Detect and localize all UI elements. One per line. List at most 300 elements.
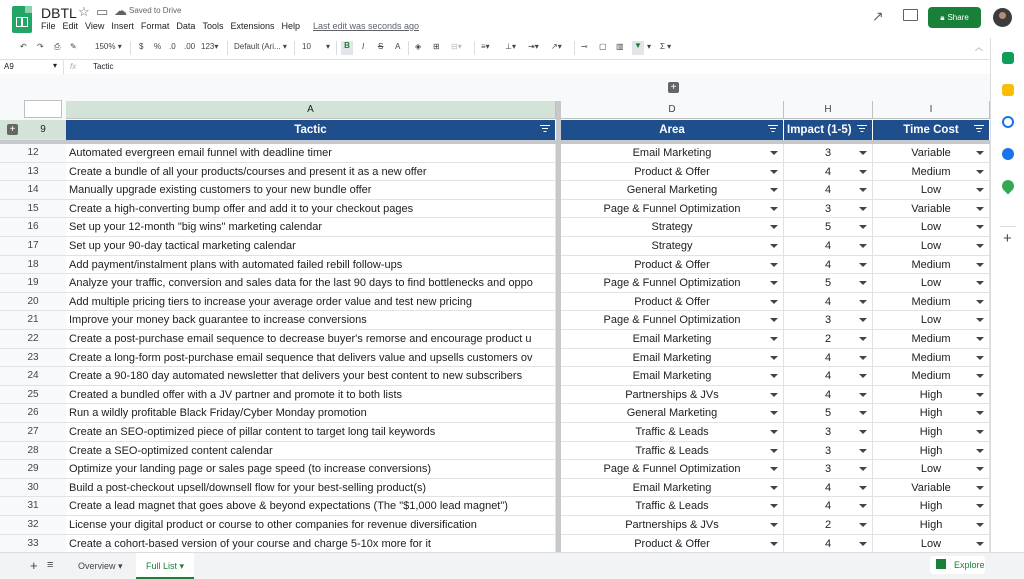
tactic-cell[interactable] [66, 386, 556, 405]
dropdown-arrow-icon[interactable] [859, 188, 867, 192]
tactic-cell[interactable] [66, 218, 556, 237]
row-number[interactable]: 30 [0, 479, 66, 498]
row-number-9[interactable]: + 9 [0, 120, 66, 140]
time-cost-cell[interactable] [873, 535, 990, 554]
calendar-icon[interactable] [1002, 52, 1014, 64]
document-title[interactable]: DBTL [41, 5, 77, 21]
paint-format-icon[interactable]: ✎ [70, 42, 77, 51]
area-cell[interactable] [561, 218, 784, 237]
row-number[interactable]: 19 [0, 274, 66, 293]
dropdown-arrow-icon[interactable] [976, 467, 984, 471]
table-row [66, 516, 990, 535]
strikethrough-button[interactable]: S [378, 42, 384, 51]
filter-icon[interactable] [540, 124, 550, 134]
increase-decimal-button[interactable]: .00 [184, 42, 196, 51]
time-cost-cell[interactable] [873, 423, 990, 442]
tactic-cell[interactable] [66, 516, 556, 535]
header-tactic[interactable]: Tactic [66, 120, 556, 140]
font-size-select[interactable]: 10 [302, 42, 311, 51]
impact-cell[interactable] [784, 442, 873, 461]
dropdown-arrow-icon[interactable] [976, 393, 984, 397]
time-cost-cell-text: Medium [911, 165, 951, 178]
time-cost-cell[interactable] [873, 256, 990, 275]
row-number[interactable]: 16 [0, 218, 66, 237]
bold-button[interactable]: B [341, 41, 353, 55]
tactic-cell[interactable] [66, 274, 556, 293]
impact-cell[interactable] [784, 535, 873, 554]
time-cost-cell[interactable] [873, 218, 990, 237]
tactic-cell[interactable] [66, 497, 556, 516]
impact-cell-text: 3 [824, 463, 832, 476]
expand-rows-icon[interactable]: + [7, 124, 18, 135]
impact-cell[interactable] [784, 404, 873, 423]
select-all-corner[interactable] [24, 100, 62, 118]
dropdown-arrow-icon[interactable] [770, 542, 778, 546]
dropdown-arrow-icon[interactable] [770, 337, 778, 341]
dropdown-arrow-icon[interactable] [976, 449, 984, 453]
area-cell[interactable] [561, 163, 784, 182]
impact-cell[interactable] [784, 237, 873, 256]
dropdown-arrow-icon[interactable] [770, 300, 778, 304]
dropdown-arrow-icon[interactable] [859, 300, 867, 304]
tactic-cell-text: Optimize your landing page or sales page speed (to increase conversions) [69, 463, 431, 476]
row-number[interactable]: 15 [0, 200, 66, 219]
area-cell-text: Strategy [651, 240, 693, 252]
dropdown-arrow-icon[interactable] [976, 281, 984, 285]
row-number[interactable]: 32 [0, 516, 66, 535]
tactic-cell[interactable] [66, 535, 556, 554]
font-size-dropdown-icon[interactable]: ▾ [326, 42, 331, 51]
dropdown-arrow-icon[interactable] [859, 393, 867, 397]
impact-cell-text: 5 [824, 277, 832, 290]
time-cost-cell[interactable] [873, 516, 990, 535]
impact-cell[interactable] [784, 460, 873, 479]
activity-trend-icon[interactable]: ↗ [872, 8, 884, 24]
filter-views-dropdown-icon[interactable]: ▾ [647, 42, 652, 51]
redo-icon[interactable]: ↷ [37, 42, 44, 51]
explore-button[interactable]: Explore [930, 556, 985, 574]
row-number[interactable]: 28 [0, 442, 66, 461]
tactic-cell[interactable] [66, 237, 556, 256]
dropdown-arrow-icon[interactable] [976, 523, 984, 527]
dropdown-arrow-icon[interactable] [770, 449, 778, 453]
title-bar [0, 0, 1000, 38]
time-cost-cell[interactable] [873, 200, 990, 219]
impact-cell[interactable] [784, 330, 873, 349]
area-cell[interactable] [561, 367, 784, 386]
impact-cell[interactable] [784, 218, 873, 237]
tactic-cell[interactable] [66, 256, 556, 275]
row-number[interactable]: 20 [0, 293, 66, 312]
dropdown-arrow-icon[interactable] [859, 430, 867, 434]
dropdown-arrow-icon[interactable] [859, 486, 867, 490]
tactic-cell[interactable] [66, 200, 556, 219]
vertical-align-icon[interactable]: ⊥▾ [505, 42, 516, 51]
tactic-cell[interactable] [66, 163, 556, 182]
dropdown-arrow-icon[interactable] [976, 337, 984, 341]
comments-icon[interactable] [903, 9, 918, 21]
column-header-d[interactable]: D [561, 101, 784, 119]
time-cost-cell-text: Low [920, 184, 942, 197]
tactic-cell[interactable] [66, 144, 556, 163]
toolbar [0, 38, 990, 59]
dropdown-arrow-icon[interactable] [976, 244, 984, 248]
dropdown-arrow-icon[interactable] [976, 430, 984, 434]
impact-cell[interactable] [784, 274, 873, 293]
dropdown-arrow-icon[interactable] [976, 263, 984, 267]
filter-icon[interactable] [974, 124, 984, 134]
dropdown-arrow-icon[interactable] [859, 504, 867, 508]
impact-cell[interactable] [784, 497, 873, 516]
time-cost-cell[interactable] [873, 497, 990, 516]
tasks-icon[interactable] [1002, 116, 1014, 128]
tactic-cell[interactable] [66, 181, 556, 200]
impact-cell[interactable] [784, 311, 873, 330]
table-row [66, 535, 990, 554]
menu-help[interactable]: Help [281, 21, 300, 31]
insert-comment-icon[interactable]: ▢ [599, 42, 607, 51]
star-icon[interactable]: ☆ [78, 4, 90, 19]
dropdown-arrow-icon[interactable] [770, 504, 778, 508]
dropdown-arrow-icon[interactable] [976, 542, 984, 546]
time-cost-cell[interactable] [873, 330, 990, 349]
dropdown-arrow-icon[interactable] [770, 281, 778, 285]
dropdown-arrow-icon[interactable] [976, 486, 984, 490]
time-cost-cell-text: Medium [911, 258, 951, 271]
time-cost-cell[interactable] [873, 293, 990, 312]
impact-cell-text: 3 [824, 426, 832, 438]
area-cell[interactable] [561, 516, 784, 535]
row-number[interactable]: 33 [0, 535, 66, 554]
impact-cell[interactable] [784, 386, 873, 405]
header-time-cost[interactable]: Time Cost [873, 120, 990, 140]
name-box[interactable]: A9 [4, 62, 14, 71]
row-number[interactable]: 31 [0, 497, 66, 516]
table-row [66, 144, 990, 163]
row-number[interactable]: 22 [0, 330, 66, 349]
impact-cell[interactable] [784, 367, 873, 386]
time-cost-cell[interactable] [873, 349, 990, 368]
row-number[interactable]: 26 [0, 404, 66, 423]
row-number[interactable]: 27 [0, 423, 66, 442]
table-row [66, 163, 990, 182]
filter-icon[interactable] [768, 124, 778, 134]
undo-icon[interactable]: ↶ [20, 42, 27, 51]
impact-cell-text: 4 [824, 165, 832, 178]
menu-edit[interactable]: Edit [62, 21, 79, 31]
dropdown-arrow-icon[interactable] [770, 467, 778, 471]
name-box-dropdown-icon[interactable]: ▾ [53, 61, 58, 70]
row-number[interactable]: 18 [0, 256, 66, 275]
dropdown-arrow-icon[interactable] [770, 207, 778, 211]
impact-cell-text: 4 [824, 351, 832, 364]
row-number[interactable]: 25 [0, 386, 66, 405]
dropdown-arrow-icon[interactable] [859, 318, 867, 322]
impact-cell-text: 4 [824, 370, 832, 383]
tactic-cell-text: Improve your money back guarantee to increase conversions [69, 314, 367, 327]
area-cell[interactable] [561, 442, 784, 461]
impact-cell[interactable] [784, 144, 873, 163]
dropdown-arrow-icon[interactable] [770, 151, 778, 155]
impact-cell[interactable] [784, 181, 873, 200]
time-cost-cell[interactable] [873, 311, 990, 330]
frozen-column-divider[interactable] [556, 101, 561, 552]
impact-cell[interactable] [784, 293, 873, 312]
collapse-menu-icon[interactable]: ︿ [975, 43, 983, 52]
tactic-cell[interactable] [66, 367, 556, 386]
area-cell[interactable] [561, 479, 784, 498]
dropdown-arrow-icon[interactable] [859, 523, 867, 527]
tactic-cell-text: Create a high-converting bump offer and add it to your checkout pages [69, 202, 414, 215]
time-cost-cell[interactable] [873, 181, 990, 200]
lock-icon: 🔒︎ [940, 12, 945, 22]
impact-cell[interactable] [784, 479, 873, 498]
dropdown-arrow-icon[interactable] [976, 300, 984, 304]
text-color-button[interactable]: A [395, 42, 401, 51]
impact-cell-text: 4 [824, 258, 832, 271]
area-cell[interactable] [561, 181, 784, 200]
avatar[interactable] [993, 8, 1012, 27]
time-cost-cell-text: Medium [911, 370, 951, 383]
dropdown-arrow-icon[interactable] [770, 170, 778, 174]
time-cost-cell[interactable] [873, 442, 990, 461]
more-formats-button[interactable]: 123▾ [201, 42, 219, 51]
last-edit-link[interactable]: Last edit was seconds ago [313, 21, 420, 31]
horizontal-align-icon[interactable]: ≡▾ [481, 42, 490, 51]
row-number[interactable]: 24 [0, 367, 66, 386]
insert-link-icon[interactable]: ⊸ [581, 42, 588, 51]
tactic-cell[interactable] [66, 293, 556, 312]
impact-cell[interactable] [784, 423, 873, 442]
dropdown-arrow-icon[interactable] [859, 207, 867, 211]
time-cost-cell[interactable] [873, 367, 990, 386]
dropdown-arrow-icon[interactable] [859, 225, 867, 229]
impact-cell[interactable] [784, 516, 873, 535]
currency-format-button[interactable]: $ [139, 42, 144, 51]
row-number[interactable]: 12 [0, 144, 66, 163]
menu-file[interactable]: File [41, 21, 56, 31]
tactic-cell[interactable] [66, 442, 556, 461]
menu-bar [41, 21, 419, 31]
dropdown-arrow-icon[interactable] [976, 356, 984, 360]
area-cell[interactable] [561, 293, 784, 312]
tactic-cell[interactable] [66, 423, 556, 442]
menu-extensions[interactable]: Extensions [230, 21, 275, 31]
impact-cell-text: 4 [824, 184, 832, 197]
impact-cell-text: 4 [824, 500, 832, 513]
area-cell-text: Product & Offer [634, 537, 710, 550]
time-cost-cell-text: High [919, 388, 943, 401]
percent-format-button[interactable]: % [154, 42, 162, 51]
header-area[interactable]: Area [561, 120, 784, 140]
area-cell[interactable] [561, 386, 784, 405]
tactic-cell[interactable] [66, 330, 556, 349]
dropdown-arrow-icon[interactable] [859, 411, 867, 415]
sheet-tab-full-list[interactable]: Full List ▾ [136, 553, 194, 579]
area-cell[interactable] [561, 535, 784, 554]
time-cost-cell[interactable] [873, 237, 990, 256]
dropdown-arrow-icon[interactable] [976, 207, 984, 211]
time-cost-cell[interactable] [873, 274, 990, 293]
tactic-cell[interactable] [66, 349, 556, 368]
time-cost-cell-text: High [919, 444, 943, 457]
dropdown-arrow-icon[interactable] [976, 151, 984, 155]
fill-color-icon[interactable]: ◈ [415, 42, 422, 51]
dropdown-arrow-icon[interactable] [976, 170, 984, 174]
decrease-decimal-button[interactable]: .0 [169, 42, 176, 51]
dropdown-arrow-icon[interactable] [976, 374, 984, 378]
area-cell[interactable] [561, 404, 784, 423]
dropdown-arrow-icon[interactable] [770, 188, 778, 192]
dropdown-arrow-icon[interactable] [770, 263, 778, 267]
print-icon[interactable]: ⎙ [54, 42, 61, 51]
contacts-icon[interactable] [1002, 148, 1014, 160]
add-addon-icon[interactable]: + [1003, 230, 1012, 247]
impact-cell-text: 3 [824, 202, 832, 215]
time-cost-cell[interactable] [873, 144, 990, 163]
area-cell[interactable] [561, 423, 784, 442]
menu-format[interactable]: Format [140, 21, 170, 31]
row-number[interactable]: 17 [0, 237, 66, 256]
table-row [66, 218, 990, 237]
dropdown-arrow-icon[interactable] [859, 449, 867, 453]
dropdown-arrow-icon[interactable] [859, 542, 867, 546]
time-cost-cell[interactable] [873, 404, 990, 423]
menu-data[interactable]: Data [176, 21, 196, 31]
tactic-cell-text: Create a 90-180 day automated newsletter that delivers your best content to new subscribers [69, 370, 523, 383]
area-cell[interactable] [561, 311, 784, 330]
add-sheet-icon[interactable]: + [30, 558, 38, 573]
filter-icon[interactable] [857, 124, 867, 134]
filter-icon[interactable]: ▼ [632, 41, 644, 55]
time-cost-cell[interactable] [873, 163, 990, 182]
sheet-tab-overview[interactable]: Overview ▾ [78, 561, 123, 571]
tactic-cell-text: Create a SEO-optimized content calendar [69, 444, 273, 457]
time-cost-cell[interactable] [873, 479, 990, 498]
dropdown-arrow-icon[interactable] [859, 263, 867, 267]
area-cell[interactable] [561, 144, 784, 163]
formula-input[interactable]: Tactic [93, 62, 114, 71]
dropdown-arrow-icon[interactable] [770, 411, 778, 415]
area-cell[interactable] [561, 349, 784, 368]
column-header-h[interactable]: H [784, 101, 873, 119]
dropdown-arrow-icon[interactable] [770, 393, 778, 397]
text-rotation-icon[interactable]: ↗▾ [551, 42, 562, 51]
tactic-cell[interactable] [66, 404, 556, 423]
text-wrap-icon[interactable]: ⇥▾ [528, 42, 539, 51]
time-cost-cell[interactable] [873, 460, 990, 479]
impact-cell[interactable] [784, 163, 873, 182]
dropdown-arrow-icon[interactable] [976, 188, 984, 192]
dropdown-arrow-icon[interactable] [859, 374, 867, 378]
tactic-cell[interactable] [66, 479, 556, 498]
time-cost-cell[interactable] [873, 386, 990, 405]
share-label: Share [947, 13, 969, 22]
impact-cell[interactable] [784, 200, 873, 219]
area-cell-text: Product & Offer [634, 165, 710, 178]
menu-view[interactable]: View [85, 21, 105, 31]
column-header-i[interactable]: I [873, 101, 990, 119]
menu-tools[interactable]: Tools [202, 21, 224, 31]
table-row [66, 349, 990, 368]
dropdown-arrow-icon[interactable] [859, 151, 867, 155]
dropdown-arrow-icon[interactable] [770, 430, 778, 434]
table-row [66, 442, 990, 461]
borders-icon[interactable]: ⊞ [433, 42, 440, 51]
all-sheets-icon[interactable]: ≡ [47, 559, 54, 571]
dropdown-arrow-icon[interactable] [770, 225, 778, 229]
dropdown-arrow-icon[interactable] [976, 411, 984, 415]
dropdown-arrow-icon[interactable] [770, 356, 778, 360]
column-header-a[interactable]: A [66, 101, 556, 119]
dropdown-arrow-icon[interactable] [859, 467, 867, 471]
impact-cell[interactable] [784, 349, 873, 368]
dropdown-arrow-icon[interactable] [859, 170, 867, 174]
header-impact[interactable]: Impact (1-5) [784, 120, 873, 140]
tactic-cell[interactable] [66, 460, 556, 479]
keep-icon[interactable] [1002, 84, 1014, 96]
menu-insert[interactable]: Insert [111, 21, 134, 31]
impact-cell-text: 4 [824, 388, 832, 401]
zoom-select[interactable]: 150% ▾ [95, 42, 122, 51]
table-row [66, 460, 990, 479]
tactic-cell-text: Set up your 90-day tactical marketing calendar [69, 240, 296, 252]
area-cell[interactable] [561, 274, 784, 293]
sheets-logo-icon[interactable] [12, 6, 32, 33]
row-number[interactable]: 14 [0, 181, 66, 200]
row-number[interactable]: 13 [0, 163, 66, 182]
insert-chart-icon[interactable]: ▥ [616, 42, 624, 51]
merge-cells-icon[interactable]: ⊟▾ [451, 42, 462, 51]
impact-cell-text: 4 [824, 295, 832, 308]
dropdown-arrow-icon[interactable] [770, 318, 778, 322]
dropdown-arrow-icon[interactable] [976, 504, 984, 508]
dropdown-arrow-icon[interactable] [770, 523, 778, 527]
dropdown-arrow-icon[interactable] [859, 244, 867, 248]
expand-columns-icon[interactable]: + [668, 82, 679, 93]
italic-button[interactable]: I [362, 42, 365, 51]
fx-icon: fx [70, 62, 77, 71]
area-cell[interactable] [561, 237, 784, 256]
area-cell[interactable] [561, 200, 784, 219]
area-cell[interactable] [561, 330, 784, 349]
area-cell[interactable] [561, 460, 784, 479]
area-cell[interactable] [561, 256, 784, 275]
dropdown-arrow-icon[interactable] [859, 281, 867, 285]
dropdown-arrow-icon[interactable] [770, 374, 778, 378]
area-cell[interactable] [561, 497, 784, 516]
row-number[interactable]: 23 [0, 349, 66, 368]
dropdown-arrow-icon[interactable] [859, 356, 867, 360]
row-number[interactable]: 29 [0, 460, 66, 479]
tactic-cell-text: Build a post-checkout upsell/downsell flow for your best-selling product(s) [69, 481, 427, 494]
dropdown-arrow-icon[interactable] [770, 244, 778, 248]
share-button[interactable] [928, 7, 981, 28]
maps-icon[interactable] [1000, 178, 1017, 195]
impact-cell[interactable] [784, 256, 873, 275]
dropdown-arrow-icon[interactable] [976, 318, 984, 322]
font-family-select[interactable]: Default (Ari... ▾ [234, 42, 287, 51]
dropdown-arrow-icon[interactable] [770, 486, 778, 490]
move-folder-icon[interactable]: ▭ [96, 4, 109, 19]
side-panel [990, 38, 1024, 552]
row-number[interactable]: 21 [0, 311, 66, 330]
tactic-cell[interactable] [66, 311, 556, 330]
dropdown-arrow-icon[interactable] [976, 225, 984, 229]
functions-button[interactable]: Σ ▾ [660, 42, 672, 51]
cloud-saved-icon[interactable]: ☁ [114, 3, 127, 18]
dropdown-arrow-icon[interactable] [859, 337, 867, 341]
